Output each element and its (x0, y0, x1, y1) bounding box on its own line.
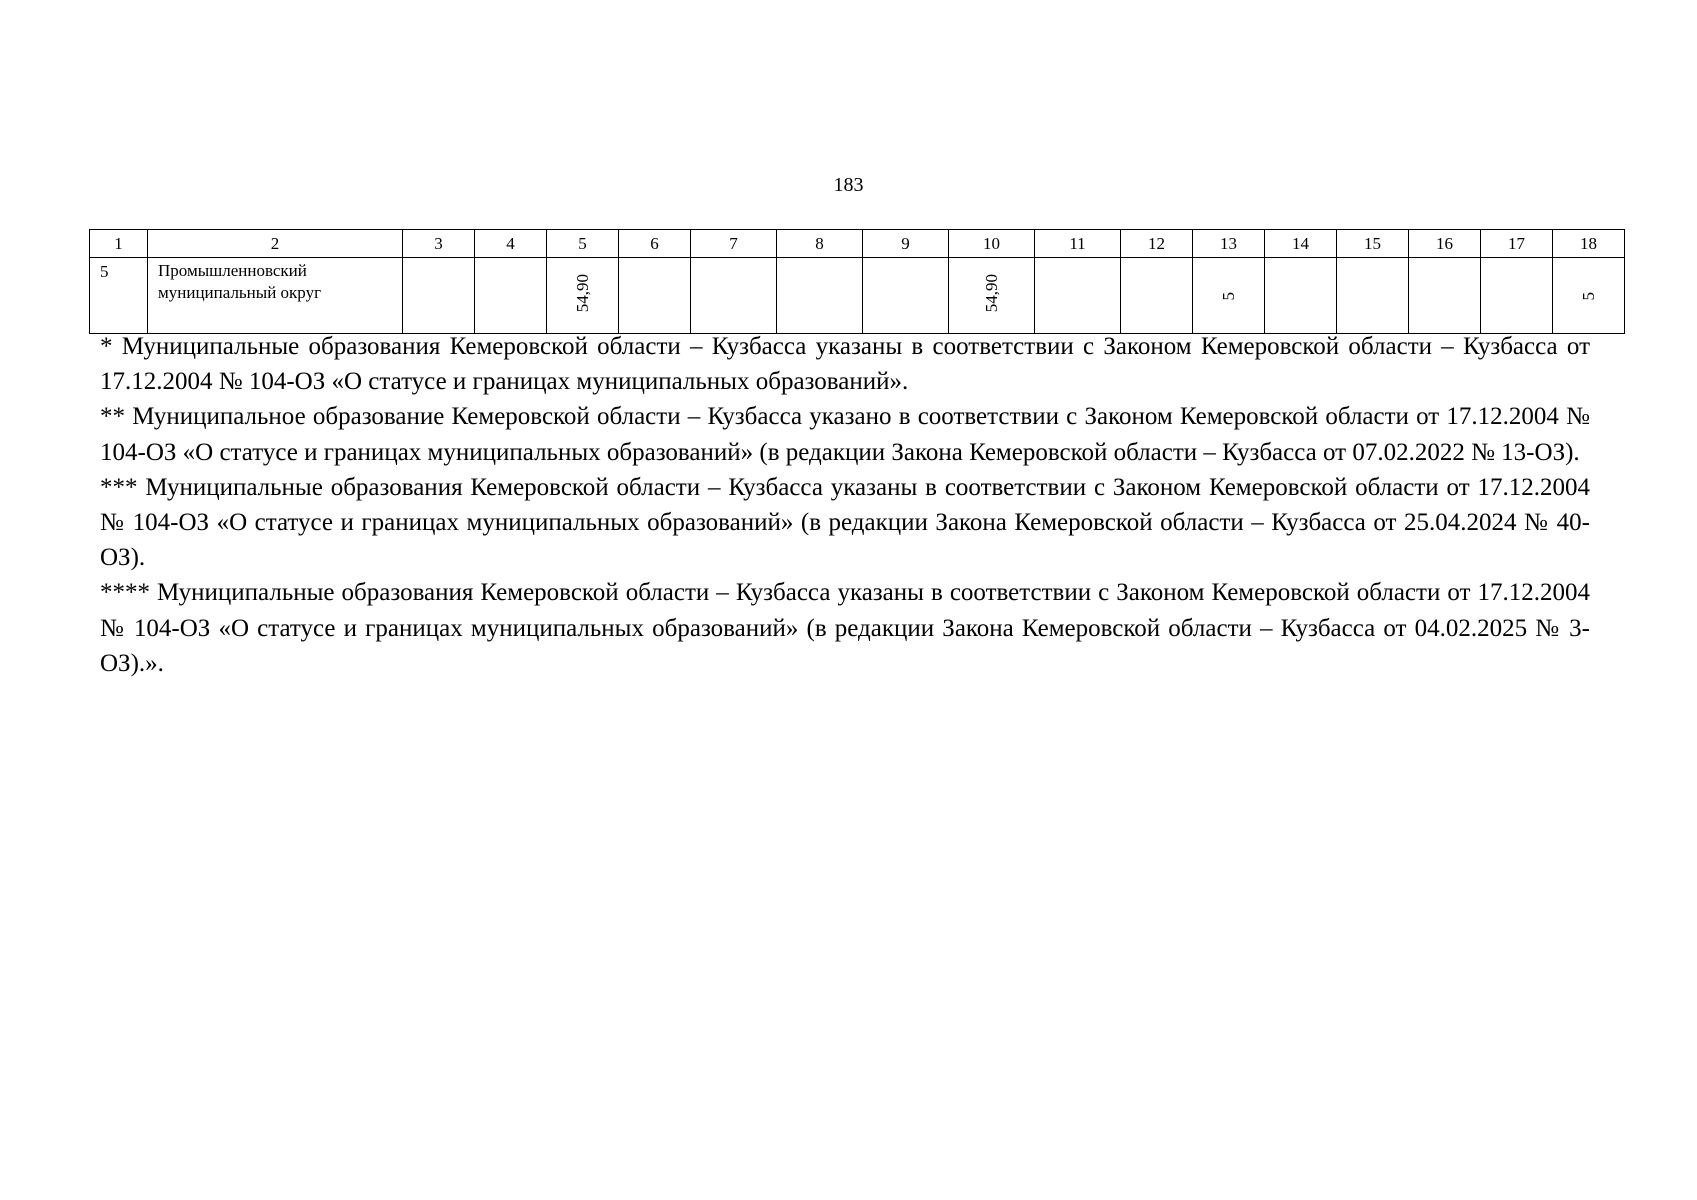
footnote-1: * Муниципальные образования Кемеровской области – Кузбасса указаны в соответствии с Законом Кемеровской области – Кузбасса от 17.12.2004 № 104-ОЗ «О статусе и границах муниципальных образований». (100, 333, 1590, 396)
table-cell (403, 258, 475, 334)
table-cell (547, 258, 619, 334)
municipality-name-line1: Промышленновский (158, 261, 307, 280)
table-cell (1121, 258, 1193, 334)
cell-value-col18: 5 (1578, 292, 1598, 301)
column-header: 15 (1337, 230, 1409, 258)
column-header: 13 (1193, 230, 1265, 258)
column-header: 1 (90, 230, 148, 258)
column-header: 18 (1553, 230, 1625, 258)
column-header: 6 (619, 230, 691, 258)
table-cell (1409, 258, 1481, 334)
column-header: 4 (475, 230, 547, 258)
column-header: 5 (547, 230, 619, 258)
column-header: 7 (691, 230, 777, 258)
table-cell (1193, 258, 1265, 334)
municipality-name-line2: муниципальный округ (158, 283, 322, 302)
footnote-2: ** Муниципальное образование Кемеровской области – Кузбасса указано в соответствии с Законом Кемеровской области от 17.12.2004 № 104-ОЗ «О статусе и границах муниципальных образований» (в редакции Закона Кемеровской области – Кузбасса от 07.02.2022 № 13-ОЗ). (100, 403, 1590, 466)
table-cell (1265, 258, 1337, 334)
table-cell (619, 258, 691, 334)
table-cell (1481, 258, 1553, 334)
cell-value-col13: 5 (1218, 292, 1238, 301)
table-cell (863, 258, 949, 334)
column-header: 3 (403, 230, 475, 258)
page-number: 183 (833, 174, 864, 196)
table-cell (1337, 258, 1409, 334)
table-cell (1553, 258, 1625, 334)
data-table (89, 229, 1625, 334)
cell-value-col5: 54,90 (572, 273, 592, 313)
footnote-3: *** Муниципальные образования Кемеровской области – Кузбасса указаны в соответствии с Законом Кемеровской области от 17.12.2004 № 104-ОЗ «О статусе и границах муниципальных образований» (в редакции Закона Кемеровской области – Кузбасса от 25.04.2024 № 40-ОЗ). (100, 473, 1590, 572)
table-cell (475, 258, 547, 334)
footnotes (100, 329, 1590, 681)
table-cell (1035, 258, 1121, 334)
column-header: 10 (949, 230, 1035, 258)
table-cell (691, 258, 777, 334)
header-row (90, 230, 1625, 258)
column-header: 14 (1265, 230, 1337, 258)
table-row (90, 258, 1625, 334)
cell-value-col10: 54,90 (981, 273, 1001, 313)
column-header: 9 (863, 230, 949, 258)
footnote-4: **** Муниципальные образования Кемеровской области – Кузбасса указаны в соответствии с Законом Кемеровской области от 17.12.2004 № 104-ОЗ «О статусе и границах муниципальных образований» (в редакции Закона Кемеровской области – Кузбасса от 04.02.2025 № 3-ОЗ).». (100, 579, 1590, 677)
column-header: 11 (1035, 230, 1121, 258)
column-header: 8 (777, 230, 863, 258)
row-number: 5 (90, 258, 148, 334)
column-header: 12 (1121, 230, 1193, 258)
column-header: 16 (1409, 230, 1481, 258)
table-cell (949, 258, 1035, 334)
column-header: 17 (1481, 230, 1553, 258)
column-header: 2 (148, 230, 403, 258)
table-cell (777, 258, 863, 334)
municipality-name (148, 258, 403, 334)
